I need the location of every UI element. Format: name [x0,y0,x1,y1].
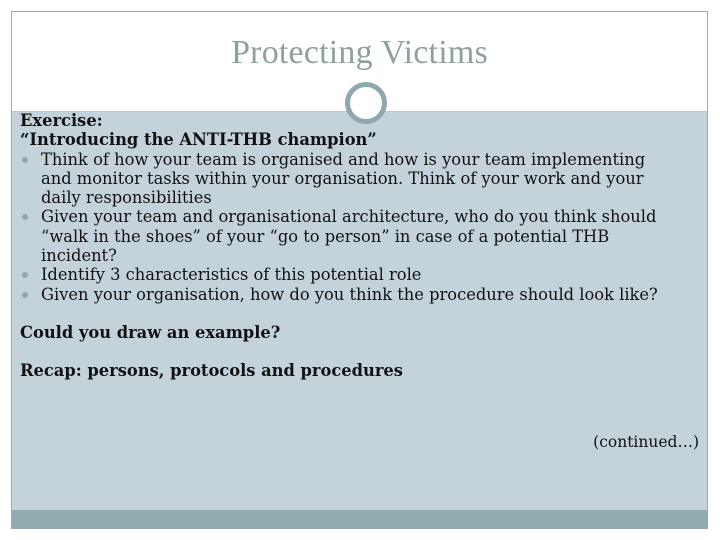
footer-bar [12,510,707,528]
question-text: Could you draw an example? [20,322,281,342]
spacer [20,342,680,361]
body-text [20,111,680,381]
exercise-subtitle: “Introducing the ANTI-THB champion” [20,130,377,150]
list-item [20,207,680,265]
list-item [20,150,680,208]
spacer [20,304,680,323]
bullet-text: Given your organisation, how do you think the procedure should look like? [41,284,658,304]
slide-title: Protecting Victims [231,34,488,71]
bullet-text: Given your team and organisational architecture, who do you think should “walk in the shoes” of your “go to person” in case of a potential THB incident? [41,207,657,266]
recap-text: Recap: persons, protocols and procedures [20,361,403,381]
bullet-icon [22,214,28,220]
bullet-text: Think of how your team is organised and how is your team implementing and monitor tasks within your organisation. Think of your work and your daily responsibilities [41,149,646,208]
list-item [20,285,680,304]
bullet-list [20,150,680,304]
circle-divider-icon [345,82,387,124]
bullet-icon [22,157,28,163]
bullet-icon [22,292,28,298]
exercise-heading: Exercise: [20,111,103,130]
bullet-icon [22,272,28,278]
bullet-text: Identify 3 characteristics of this potential role [41,265,422,285]
list-item [20,265,680,284]
continued-label: (continued…) [593,433,699,451]
